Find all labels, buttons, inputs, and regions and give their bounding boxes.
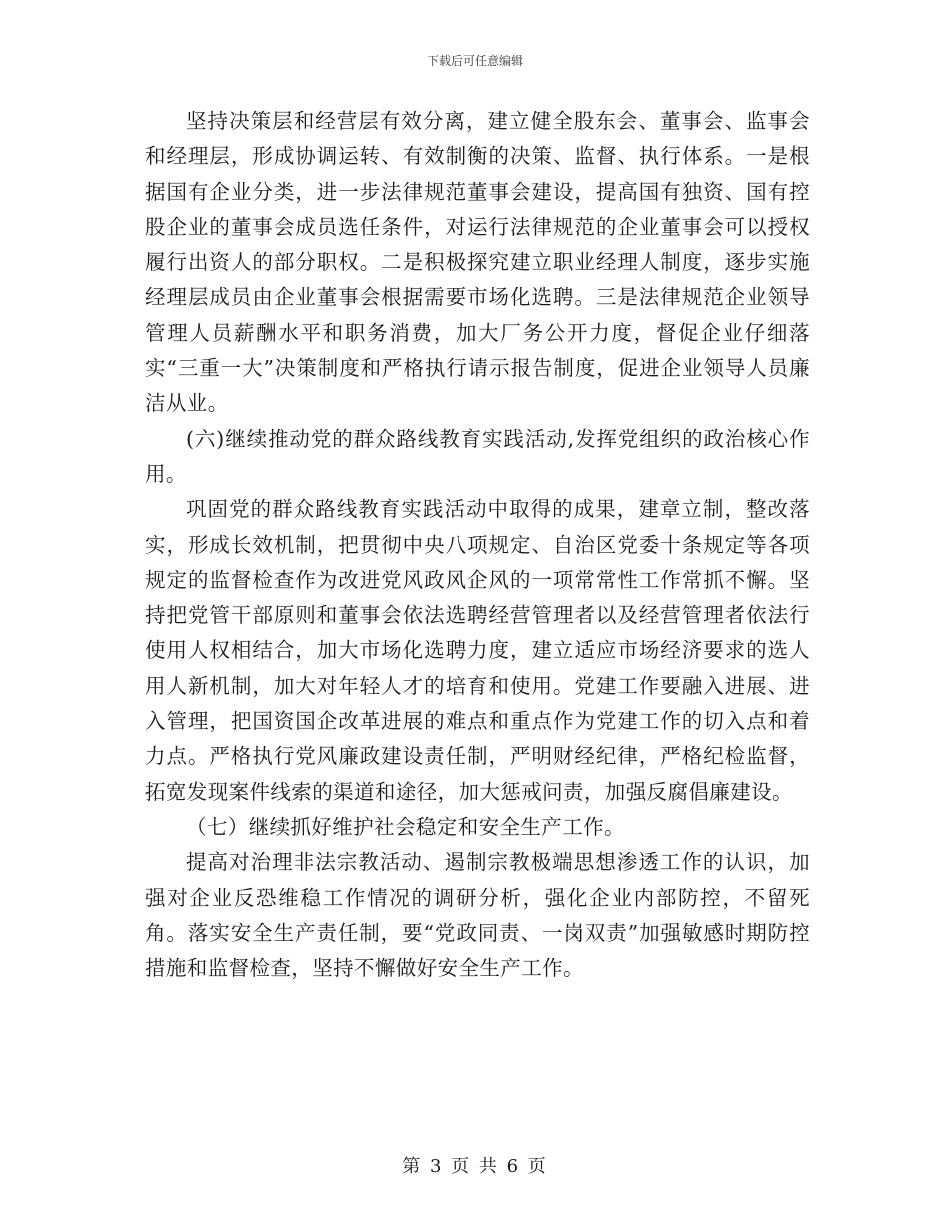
section-heading-seven: （七）继续抓好维护社会稳定和安全生产工作。 — [186, 814, 625, 839]
page-number-footer: 第 3 页 共 6 页 — [402, 1156, 548, 1177]
document-body — [145, 104, 810, 986]
paragraph-party-building: 巩固党的群众路线教育实践活动中取得的成果，建章立制，整改落实，形成长效机制，把贯彻中央八项规定、自治区党委十条规定等各项规定的监督检查作为改进党风政风企风的一项常常性工作常抓不懈。坚持把党管干部原则和董事会依法选聘经营管理者以及经营管理者依法行使用人权相结合，加大市场化选聘力度，建立适应市场经济要求的选人用人新机制，加大对年轻人才的培育和使用。党建工作要融入进展、进入管理，把国资国企改革进展的难点和重点作为党建工作的切入点和着力点。严格执行党风廉政建设责任制，严明财经纪律，严格纪检监督，拓宽发现案件线索的渠道和途径，加大惩戒问责，加强反腐倡廉建设。 — [145, 497, 810, 804]
section-heading-six: (六)继续推动党的群众路线教育实践活动,发挥党组织的政治核心作用。 — [145, 426, 810, 486]
paragraph-safety: 提高对治理非法宗教活动、遏制宗教极端思想渗透工作的认识，加强对企业反恐维稳工作情况的调研分析，强化企业内部防控，不留死角。落实安全生产责任制，要“党政同责、一岗双责”加强敏感时期防控措施和监督检查，坚持不懈做好安全生产工作。 — [145, 850, 810, 981]
page-header: 下载后可任意编辑 — [426, 54, 523, 68]
paragraph-governance: 坚持决策层和经营层有效分离，建立健全股东会、董事会、监事会和经理层，形成协调运转、有效制衡的决策、监督、执行体系。一是根据国有企业分类，进一步法律规范董事会建设，提高国有独资、国有控股企业的董事会成员选任条件，对运行法律规范的企业董事会可以授权履行出资人的部分职权。二是积极探究建立职业经理人制度，逐步实施经理层成员由企业董事会根据需要市场化选聘。三是法律规范企业领导管理人员薪酬水平和职务消费，加大厂务公开力度，督促企业仔细落实“三重一大”决策制度和严格执行请示报告制度，促进企业领导人员廉洁从业。 — [145, 109, 810, 416]
